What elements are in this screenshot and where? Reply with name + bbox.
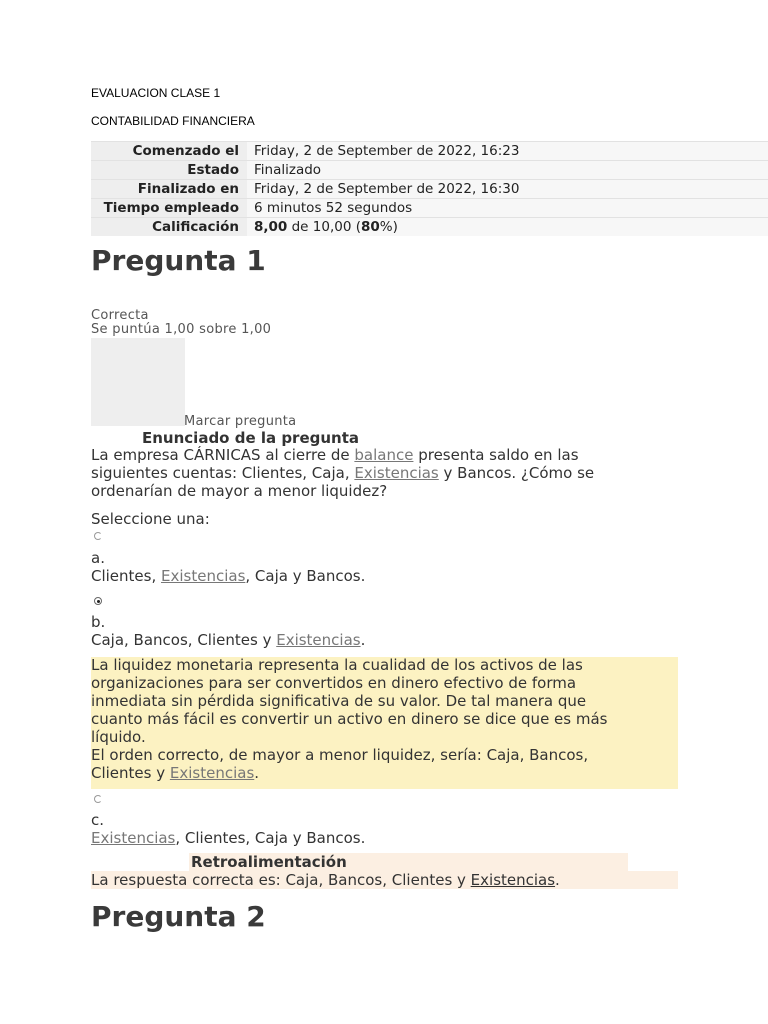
option-b-letter: b. [91,613,106,631]
general-feedback-heading: Retroalimentación [191,853,347,871]
summary-label: Calificación [91,218,247,237]
feedback-line: La liquidez monetaria representa la cualidad de los activos de las [91,656,583,674]
correct-answer-text [91,871,560,889]
option-text: , Clientes, Caja y Bancos. [175,829,366,847]
stem-text: presenta saldo en las [413,446,579,464]
glossary-link-existencias[interactable]: Existencias [169,764,255,782]
summary-row-grade [91,218,768,237]
option-b-radio[interactable] [94,597,102,605]
glossary-link-existencias[interactable]: Existencias [276,631,361,649]
correct-answer-end: . [555,871,560,889]
question-1-title: Pregunta 1 [91,244,266,277]
summary-value: Friday, 2 de September de 2022, 16:23 [247,142,768,161]
summary-label: Tiempo empleado [91,199,247,218]
question-stem [91,446,594,500]
grade-total: de 10,00 ( [287,219,361,235]
question-status: Correcta [91,308,149,323]
option-c-letter: c. [91,811,105,829]
grade-score: 8,00 [254,219,288,235]
option-text: Caja, Bancos, Clientes y [91,631,277,649]
select-prompt: Seleccione una: [91,510,210,528]
glossary-link-balance[interactable]: balance [354,446,414,464]
glossary-link-existencias[interactable]: Existencias [161,567,246,585]
glossary-link-existencias[interactable]: Existencias [91,829,176,847]
flag-question-label[interactable]: Marcar pregunta [184,414,297,429]
grade-value [247,218,768,237]
summary-value: Finalizado [247,161,768,180]
question-points: Se puntúa 1,00 sobre 1,00 [91,322,272,337]
stem-text: La empresa CÁRNICAS al cierre de [91,446,355,464]
correct-answer-label: La respuesta correcta es: Caja, Bancos, Clientes y [91,871,471,889]
summary-label: Finalizado en [91,180,247,199]
flag-question-button[interactable] [91,338,185,426]
option-text: . [360,631,366,649]
glossary-link-existencias[interactable]: Existencias [470,871,556,889]
summary-label: Comenzado el [91,142,247,161]
summary-row-time [91,199,768,218]
summary-row-finished [91,180,768,199]
feedback-line: Clientes y [91,764,170,782]
question-2-title: Pregunta 2 [91,900,266,933]
option-feedback-text [91,656,608,782]
option-a-letter: a. [91,549,105,567]
option-c-text[interactable] [91,829,365,847]
option-a-text[interactable] [91,567,365,585]
option-text: , Caja y Bancos. [245,567,366,585]
stem-text: ordenarían de mayor a menor liquidez? [91,482,388,500]
feedback-line: cuanto más fácil es convertir un activo en dinero se dice que es más [91,710,608,728]
option-b-text[interactable] [91,631,365,649]
feedback-line: organizaciones para ser convertidos en dinero efectivo de forma [91,674,577,692]
option-text: Clientes, [91,567,162,585]
summary-row-started [91,142,768,161]
feedback-line: líquido. [91,728,146,746]
stem-text: siguientes cuentas: Clientes, Caja, [91,464,355,482]
summary-row-state [91,161,768,180]
feedback-line: inmediata sin pérdida significativa de su valor. De tal manera que [91,692,587,710]
option-c-radio[interactable] [94,795,102,803]
course-evaluation-title: EVALUACION CLASE 1 [91,86,221,100]
attempt-summary-table [91,141,768,236]
feedback-line: El orden correcto, de mayor a menor liquidez, sería: Caja, Bancos, [91,746,589,764]
course-name: CONTABILIDAD FINANCIERA [91,114,255,128]
question-statement-heading: Enunciado de la pregunta [142,429,360,447]
stem-text: y Bancos. ¿Cómo se [438,464,595,482]
summary-value: Friday, 2 de September de 2022, 16:30 [247,180,768,199]
summary-label: Estado [91,161,247,180]
option-a-radio[interactable] [94,532,102,540]
summary-value: 6 minutos 52 segundos [247,199,768,218]
grade-percent-sign: %) [379,219,398,235]
glossary-link-existencias[interactable]: Existencias [354,464,439,482]
grade-percent: 80 [360,219,380,235]
feedback-line: . [254,764,260,782]
